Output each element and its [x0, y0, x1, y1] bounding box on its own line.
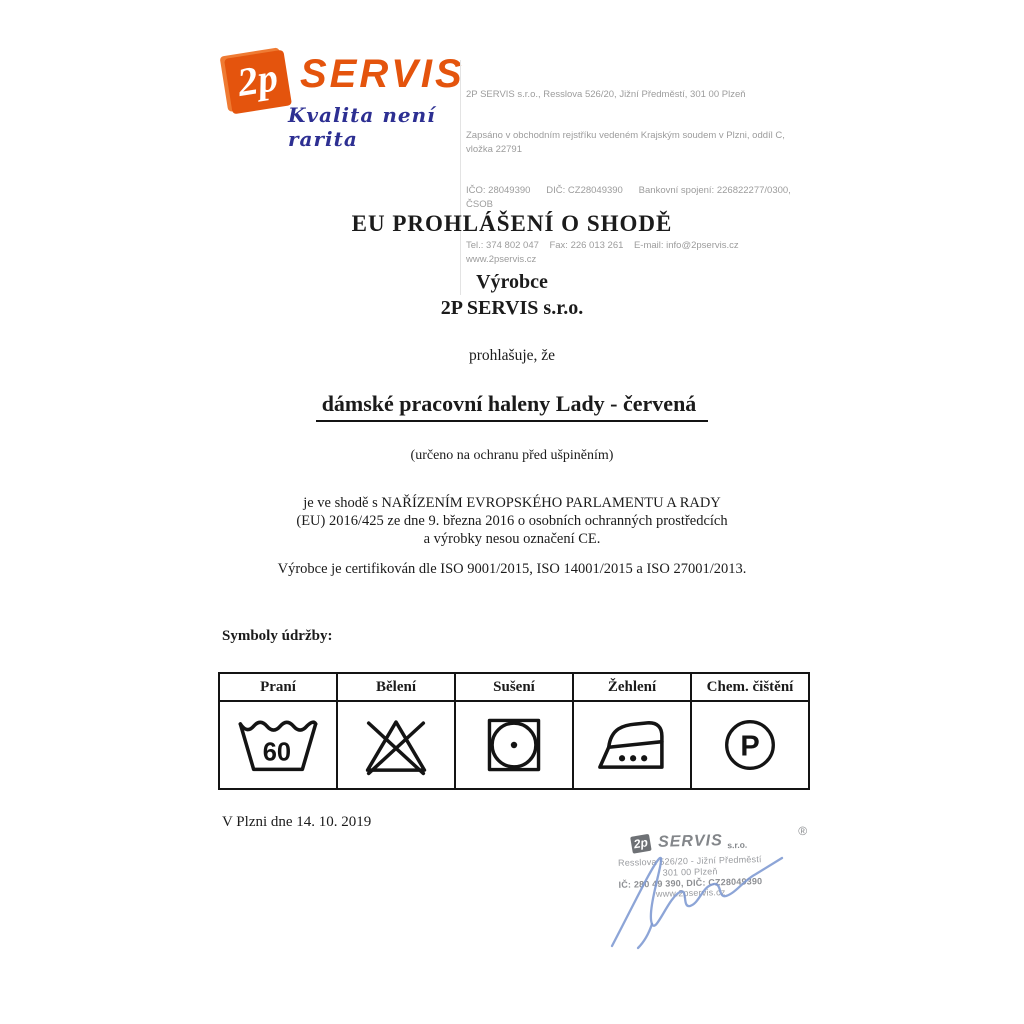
certification-line: Výrobce je certifikován dle ISO 9001/2015, ISO 14001/2015 a ISO 27001/2013. — [277, 561, 747, 577]
letterhead-line-ids: IČO: 28049390 DIČ: CZ28049390 Bankovní spojení: 226822277/0300, ČSOB — [466, 185, 794, 210]
care-cell-dry — [455, 701, 573, 789]
care-cell-wash — [219, 701, 337, 789]
svg-text:60: 60 — [262, 738, 292, 767]
company-stamp — [589, 823, 808, 901]
tumble-dry-icon — [482, 714, 546, 776]
declares-line: prohlašuje, že — [468, 347, 556, 364]
conformity-line-2: (EU) 2016/425 ze dne 9. března 2016 o osobních ochranných prostředcích — [296, 513, 728, 529]
care-header-dryclean: Chem. čištění — [691, 673, 809, 701]
care-symbols-table — [218, 672, 810, 790]
registered-trademark-icon: ® — [798, 823, 808, 839]
letterhead-line-address: 2P SERVIS s.r.o., Resslova 526/20, Jižní Předměstí, 301 00 Plzeň — [466, 88, 746, 100]
care-table-symbols-row — [219, 701, 809, 789]
stamp-web-line: www.2pservis.cz — [655, 887, 726, 900]
wash-60-icon — [234, 714, 322, 776]
letterhead-line-contacts: Tel.: 374 802 047 Fax: 226 013 261 E-mail: info@2pservis.cz www.2pservis.cz — [466, 240, 752, 266]
care-symbols-label: Symboly údržby: — [222, 628, 333, 644]
place-date-line: V Plzni dne 14. 10. 2019 — [222, 814, 372, 830]
logo-2p-badge-icon — [224, 50, 292, 115]
company-logo — [226, 50, 476, 151]
stamp-city-line: 301 00 Plzeň — [662, 866, 718, 878]
stamp-ids-line: IČ: 280 49 390, DIČ: CZ28049390 — [618, 875, 763, 890]
product-name-wrap — [0, 391, 1024, 422]
stamp-servis-text: SERVIS — [657, 832, 723, 851]
care-header-bleach: Bělení — [337, 673, 455, 701]
conformity-line-1: je ve shodě s NAŘÍZENÍM EVROPSKÉHO PARLAMENTU A RADY — [303, 495, 721, 511]
manufacturer-name: 2P SERVIS s.r.o. — [440, 297, 584, 319]
product-note: (určeno na ochranu před ušpiněním) — [410, 448, 614, 463]
logo-2p-text: 2p — [234, 54, 281, 105]
iron-3-dots-icon — [592, 714, 672, 776]
stamp-2p-badge-icon: 2p — [630, 833, 652, 853]
manufacturer-label: Výrobce — [476, 271, 548, 293]
care-cell-bleach — [337, 701, 455, 789]
dry-clean-p-icon — [721, 714, 779, 776]
do-not-bleach-icon — [361, 714, 431, 776]
logo-tagline: Kvalita není rarita — [288, 103, 436, 151]
care-header-dry: Sušení — [455, 673, 573, 701]
stamp-sro-text: s.r.o. — [727, 839, 748, 851]
conformity-line-3: a výrobky nesou označení CE. — [423, 531, 601, 547]
care-header-wash: Praní — [219, 673, 337, 701]
product-name: dámské pracovní haleny Lady - červená — [316, 391, 709, 422]
stamp-address-line: Resslova 526/20 - Jižní Předměstí — [617, 854, 762, 868]
care-cell-iron — [573, 701, 691, 789]
care-cell-dryclean — [691, 701, 809, 789]
letterhead-line-registry: Zapsáno v obchodním rejstříku vedeném Krajským soudem v Plzni, oddíl C, vložka 22791 — [466, 129, 788, 155]
care-table-header-row — [219, 673, 809, 701]
care-header-iron: Žehlení — [573, 673, 691, 701]
letterhead-company-info — [460, 60, 811, 295]
svg-text:P: P — [740, 730, 760, 763]
logo-servis-text: SERVIS — [300, 52, 465, 96]
document-title: EU PROHLÁŠENÍ O SHODĚ — [351, 211, 673, 236]
